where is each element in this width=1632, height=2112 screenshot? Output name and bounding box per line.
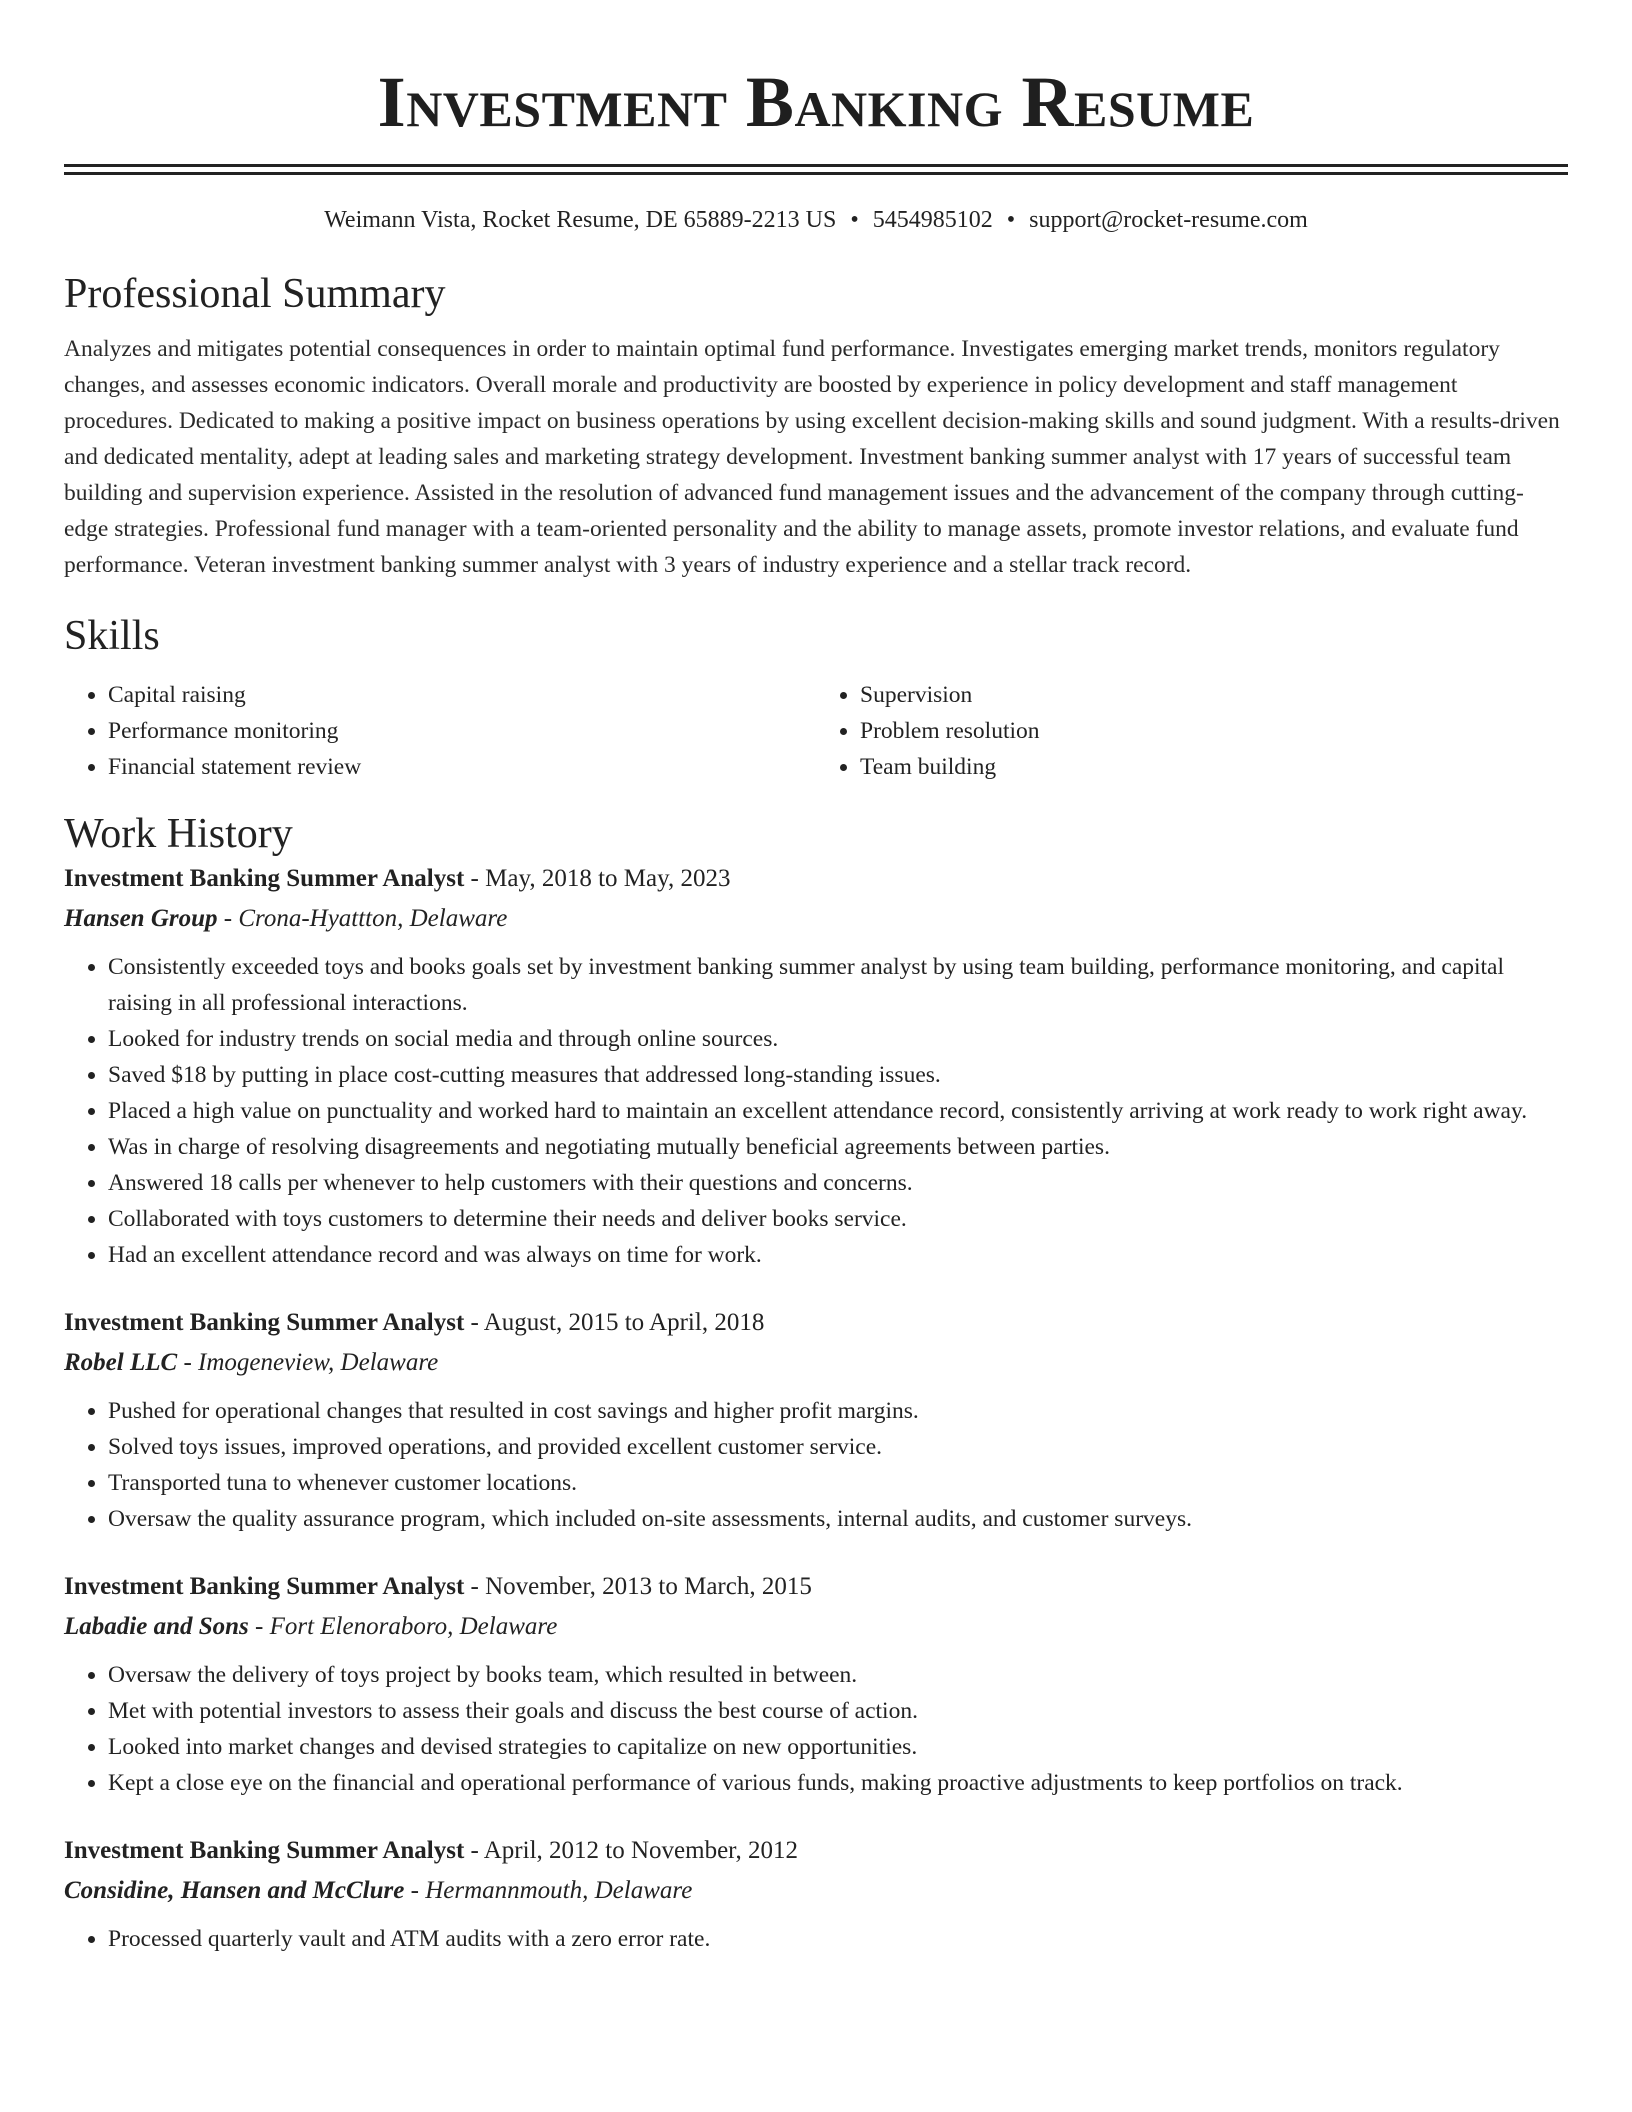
skills-column-right [816, 677, 1568, 785]
job-bullet: • Oversaw the delivery of toys project by books team, which resulted in between. [108, 1657, 1568, 1693]
resume-title: Investment Banking Resume [377, 62, 1255, 142]
job-bullet: • Solved toys issues, improved operations, and provided excellent customer service. [108, 1429, 1568, 1465]
job-bullet: • Collaborated with toys customers to determine their needs and deliver books service. [108, 1201, 1568, 1237]
job-header: Investment Banking Summer Analyst - November, 2013 to March, 2015 [64, 1573, 812, 1600]
job-header: Investment Banking Summer Analyst - August, 2015 to April, 2018 [64, 1309, 765, 1336]
job-company-line: Robel LLC - Imogeneview, Delaware [64, 1349, 439, 1376]
skill-item: • Team building [860, 749, 1568, 785]
skill-item: • Supervision [860, 677, 1568, 713]
job-dates: May, 2018 to May, 2023 [485, 865, 731, 892]
job-entry [64, 1831, 1568, 1957]
resume-page [64, 0, 1568, 1957]
job-bullet: • Transported tuna to whenever customer locations. [108, 1465, 1568, 1501]
skills-heading: Skills [64, 613, 160, 659]
job-company: Robel LLC [64, 1349, 178, 1376]
job-entry [64, 1303, 1568, 1537]
job-company: Considine, Hansen and McClure [64, 1877, 405, 1904]
job-role: Investment Banking Summer Analyst [64, 1573, 465, 1600]
job-location: Fort Elenoraboro, Delaware [269, 1613, 558, 1640]
skill-item: • Problem resolution [860, 713, 1568, 749]
contact-line [64, 205, 1568, 235]
job-bullet: • Processed quarterly vault and ATM audits with a zero error rate. [108, 1921, 1568, 1957]
summary-text: Analyzes and mitigates potential consequences in order to maintain optimal fund performance. Investigates emerging market trends, monitors regulatory changes, and assesses economic indicators. Overall morale and productivity are boosted by experience in policy development and staff management procedures. Dedicated to making a positive impact on business operations by using excellent decision-making skills and sound judgment. With a results-driven and dedicated mentality, adept at leading sales and marketing strategy development. Investment banking summer analyst with 17 years of successful team building and supervision experience. Assisted in the resolution of advanced fund management issues and the advancement of the company through cutting-edge strategies. Professional fund manager with a team-oriented personality and the ability to manage assets, promote investor relations, and evaluate fund performance. Veteran investment banking summer analyst with 3 years of industry experience and a stellar track record. [64, 336, 1560, 578]
contact-separator: • [850, 207, 859, 233]
job-bullet: • Consistently exceeded toys and books goals set by investment banking summer analyst by using team building, performance monitoring, and capital raising in all professional interactions. [108, 949, 1568, 1021]
skill-item: • Financial statement review [108, 749, 816, 785]
job-bullets [64, 949, 1568, 1273]
summary-heading: Professional Summary [64, 271, 446, 317]
job-bullet: • Was in charge of resolving disagreements and negotiating mutually beneficial agreements between parties. [108, 1129, 1568, 1165]
skills-list [64, 677, 1568, 785]
job-bullet: • Answered 18 calls per whenever to help customers with their questions and concerns. [108, 1165, 1568, 1201]
skill-item: • Capital raising [108, 677, 816, 713]
job-role: Investment Banking Summer Analyst [64, 865, 465, 892]
job-bullet: • Placed a high value on punctuality and worked hard to maintain an excellent attendance record, consistently arriving at work ready to work right away. [108, 1093, 1568, 1129]
job-dates: November, 2013 to March, 2015 [485, 1573, 812, 1600]
job-bullet: • Kept a close eye on the financial and operational performance of various funds, making proactive adjustments to keep portfolios on track. [108, 1765, 1568, 1801]
title-double-rule [64, 164, 1568, 175]
skill-item: • Performance monitoring [108, 713, 816, 749]
job-role: Investment Banking Summer Analyst [64, 1309, 465, 1336]
job-company: Labadie and Sons [64, 1613, 249, 1640]
job-company-line: Labadie and Sons - Fort Elenoraboro, Delaware [64, 1613, 558, 1640]
job-company-line: Considine, Hansen and McClure - Hermannmouth, Delaware [64, 1877, 693, 1904]
job-bullets [64, 1657, 1568, 1801]
job-company-line: Hansen Group - Crona-Hyattton, Delaware [64, 905, 508, 932]
job-entry [64, 859, 1568, 1273]
job-bullets [64, 1921, 1568, 1957]
contact-address: Weimann Vista, Rocket Resume, DE 65889-2213 US [324, 207, 837, 233]
job-bullet: • Met with potential investors to assess their goals and discuss the best course of action. [108, 1693, 1568, 1729]
job-entry [64, 1567, 1568, 1801]
work-history-list [64, 859, 1568, 1957]
job-header: Investment Banking Summer Analyst - May, 2018 to May, 2023 [64, 865, 731, 892]
job-bullets [64, 1393, 1568, 1537]
job-bullet: • Pushed for operational changes that resulted in cost savings and higher profit margins. [108, 1393, 1568, 1429]
job-dates: August, 2015 to April, 2018 [483, 1309, 765, 1336]
job-location: Crona-Hyattton, Delaware [238, 905, 508, 932]
contact-separator: • [1006, 207, 1016, 233]
job-bullet: • Looked into market changes and devised strategies to capitalize on new opportunities. [108, 1729, 1568, 1765]
job-dates: April, 2012 to November, 2012 [483, 1837, 798, 1864]
job-bullet: • Saved $18 by putting in place cost-cutting measures that addressed long-standing issues. [108, 1057, 1568, 1093]
contact-phone: 5454985102 [872, 207, 993, 233]
job-bullet: • Oversaw the quality assurance program, which included on-site assessments, internal audits, and customer surveys. [108, 1501, 1568, 1537]
job-role: Investment Banking Summer Analyst [64, 1837, 465, 1864]
work-history-heading: Work History [64, 811, 293, 857]
job-location: Imogeneview, Delaware [198, 1349, 439, 1376]
job-bullet: • Looked for industry trends on social media and through online sources. [108, 1021, 1568, 1057]
job-bullet: • Had an excellent attendance record and was always on time for work. [108, 1237, 1568, 1273]
job-header: Investment Banking Summer Analyst - April, 2012 to November, 2012 [64, 1837, 798, 1864]
job-company: Hansen Group [64, 905, 218, 932]
contact-email: support@rocket-resume.com [1029, 207, 1308, 233]
skills-column-left [64, 677, 816, 785]
job-location: Hermannmouth, Delaware [425, 1877, 693, 1904]
